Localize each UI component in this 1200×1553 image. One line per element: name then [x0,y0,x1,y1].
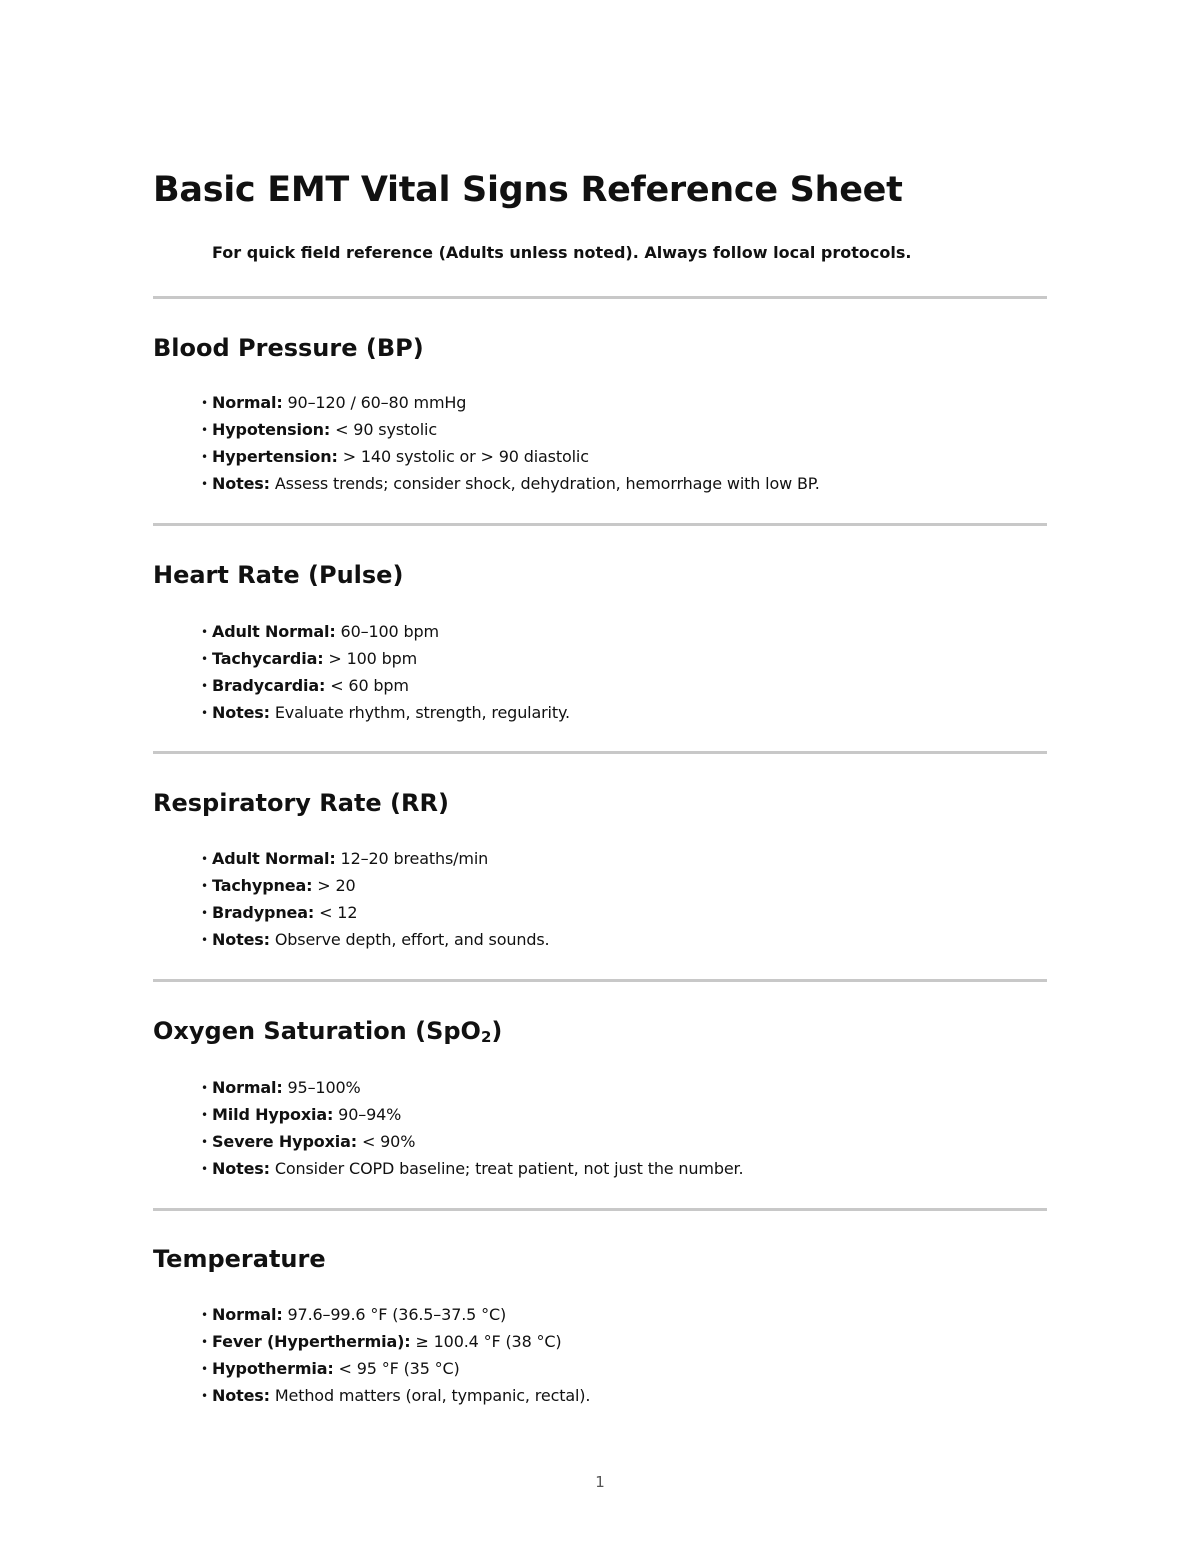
item-label: Adult Normal: [212,849,336,868]
blood-pressure-list [201,389,820,497]
bullet-icon: • [201,1362,208,1376]
list-item [201,389,820,416]
item-label: Severe Hypoxia: [212,1132,357,1151]
item-label: Adult Normal: [212,622,336,641]
item-label: Notes: [212,1159,270,1178]
item-label: Mild Hypoxia: [212,1105,334,1124]
item-value: ≥ 100.4 °F (38 °C) [415,1332,562,1351]
item-label: Normal: [212,1078,283,1097]
item-label: Hypertension: [212,447,338,466]
item-label: Hypotension: [212,420,331,439]
oxygen-saturation-list [201,1074,743,1182]
item-label: Normal: [212,393,283,412]
bullet-icon: • [201,933,208,947]
list-item [201,470,820,497]
item-value: 90–94% [338,1105,402,1124]
list-item [201,872,550,899]
page-title: Basic EMT Vital Signs Reference Sheet [153,170,903,210]
item-value: > 100 bpm [328,649,418,668]
list-item [201,1355,590,1382]
item-value: Observe depth, effort, and sounds. [274,930,550,949]
item-label: Notes: [212,930,270,949]
item-value: 95–100% [287,1078,361,1097]
list-item [201,845,550,872]
item-label: Tachycardia: [212,649,324,668]
item-label: Bradypnea: [212,903,315,922]
item-value: < 95 °F (35 °C) [338,1359,460,1378]
bullet-icon: • [201,706,208,720]
item-label: Fever (Hyperthermia): [212,1332,411,1351]
page-number: 1 [595,1473,605,1491]
item-value: > 140 systolic or > 90 diastolic [342,447,589,466]
section-divider [153,296,1047,299]
list-item [201,1155,743,1182]
bullet-icon: • [201,852,208,866]
section-heading-heart-rate: Heart Rate (Pulse) [153,561,404,589]
item-label: Notes: [212,474,270,493]
item-label: Hypothermia: [212,1359,334,1378]
item-value: < 90% [361,1132,416,1151]
list-item [201,1328,590,1355]
bullet-icon: • [201,625,208,639]
bullet-icon: • [201,906,208,920]
item-label: Notes: [212,1386,270,1405]
bullet-icon: • [201,652,208,666]
list-item [201,618,570,645]
item-value: < 12 [319,903,358,922]
list-item [201,1301,590,1328]
heading-end: ) [491,1017,503,1045]
item-value: 97.6–99.6 °F (36.5–37.5 °C) [287,1305,507,1324]
item-value: > 20 [317,876,356,895]
bullet-icon: • [201,450,208,464]
list-item [201,899,550,926]
bullet-icon: • [201,1162,208,1176]
bullet-icon: • [201,1081,208,1095]
item-label: Normal: [212,1305,283,1324]
temperature-list [201,1301,590,1409]
item-value: 12–20 breaths/min [340,849,489,868]
item-value: 90–120 / 60–80 mmHg [287,393,467,412]
heading-subscript: 2 [480,1028,492,1046]
bullet-icon: • [201,423,208,437]
section-divider [153,523,1047,526]
list-item [201,1128,743,1155]
list-item [201,443,820,470]
section-divider [153,979,1047,982]
bullet-icon: • [201,1108,208,1122]
heart-rate-list [201,618,570,726]
list-item [201,672,570,699]
section-divider [153,1208,1047,1211]
bullet-icon: • [201,879,208,893]
section-heading-oxygen-saturation [153,1017,502,1046]
bullet-icon: • [201,477,208,491]
item-value: < 60 bpm [330,676,409,695]
item-value: Consider COPD baseline; treat patient, not just the number. [274,1159,744,1178]
section-heading-blood-pressure: Blood Pressure (BP) [153,334,424,362]
list-item [201,1382,590,1409]
list-item [201,645,570,672]
bullet-icon: • [201,679,208,693]
item-value: < 90 systolic [335,420,437,439]
section-heading-respiratory-rate: Respiratory Rate (RR) [153,789,449,817]
bullet-icon: • [201,1335,208,1349]
list-item [201,926,550,953]
section-divider [153,751,1047,754]
page-subtitle: For quick field reference (Adults unless noted). Always follow local protocols. [212,243,912,262]
bullet-icon: • [201,396,208,410]
list-item [201,699,570,726]
heading-text: Oxygen Saturation (SpO [153,1017,481,1045]
bullet-icon: • [201,1135,208,1149]
list-item [201,1074,743,1101]
item-label: Bradycardia: [212,676,326,695]
list-item [201,1101,743,1128]
item-value: Evaluate rhythm, strength, regularity. [274,703,570,722]
item-label: Tachypnea: [212,876,313,895]
item-value: Assess trends; consider shock, dehydration, hemorrhage with low BP. [274,474,820,493]
section-heading-temperature: Temperature [153,1245,326,1273]
bullet-icon: • [201,1308,208,1322]
bullet-icon: • [201,1389,208,1403]
item-value: 60–100 bpm [340,622,439,641]
respiratory-rate-list [201,845,550,953]
item-label: Notes: [212,703,270,722]
list-item [201,416,820,443]
item-value: Method matters (oral, tympanic, rectal). [274,1386,591,1405]
